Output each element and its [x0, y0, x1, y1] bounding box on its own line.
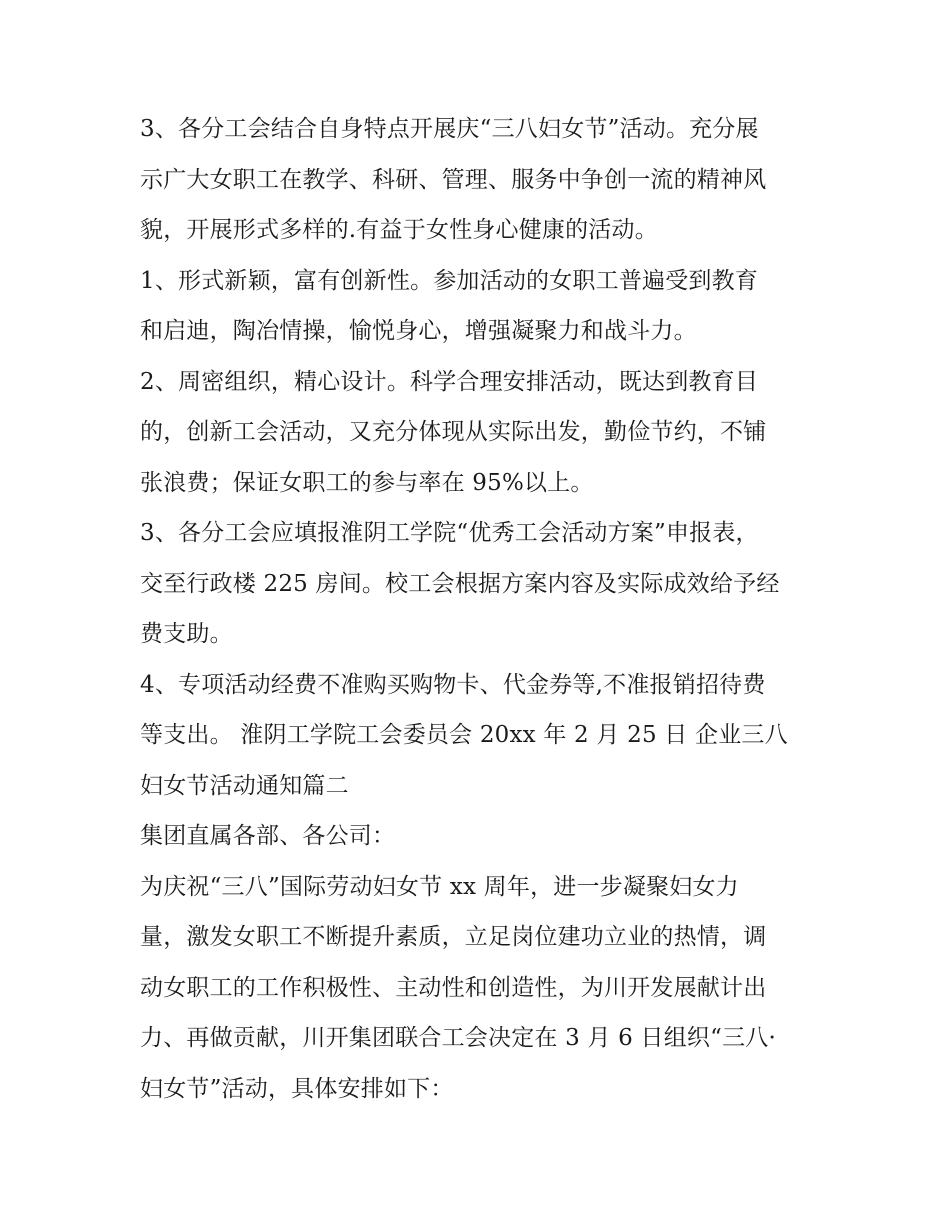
text-line: 示广大女职工在教学、科研、管理、服务中争创一流的精神风	[140, 166, 767, 193]
text-line: 交至行政楼 225 房间。校工会根据方案内容及实际成效给予经	[140, 570, 780, 597]
text-line: 的，创新工会活动，又充分体现从实际出发，勤俭节约，不铺	[140, 419, 767, 445]
text-line: 和启迪，陶冶情操，愉悦身心，增强凝聚力和战斗力。	[140, 318, 697, 344]
text-line: 量，激发女职工不断提升素质，立足岗位建功立业的热情，调	[140, 924, 767, 950]
text-line: 动女职工的工作积极性、主动性和创造性，为川开发展献计出	[140, 974, 767, 1001]
text-line: 张浪费；保证女职工的参与率在 95%以上。	[140, 469, 594, 496]
text-line: 3、各分工会结合自身特点开展庆“三八妇女节”活动。充分展	[140, 116, 759, 142]
document-body	[140, 104, 820, 1114]
text-line: 貌，开展形式多样的.有益于女性身心健康的活动。	[140, 217, 658, 243]
text-line: 等支出。 淮阴工学院工会委员会 20xx 年 2 月 25 日 企业三八	[140, 722, 788, 748]
text-line: 4、专项活动经费不准购买购物卡、代金券等,不准报销招待费	[140, 671, 766, 698]
text-line: 妇女节”活动，具体安排如下：	[140, 1075, 454, 1102]
text-line: 1、形式新颖，富有创新性。参加活动的女职工普遍受到教育	[140, 267, 759, 294]
text-line: 妇女节活动通知篇二	[140, 772, 349, 799]
text-line: 费支助。	[140, 621, 233, 647]
text-line: 集团直属各部、各公司：	[140, 823, 396, 849]
text-line: 2、周密组织，精心设计。科学合理安排活动，既达到教育目	[140, 368, 759, 395]
text-line: 3、各分工会应填报淮阴工学院“优秀工会活动方案”申报表，	[140, 520, 759, 546]
text-line: 为庆祝“三八”国际劳动妇女节 xx 周年，进一步凝聚妇女力	[140, 873, 739, 900]
text-line: 力、再做贡献，川开集团联合工会决定在 3 月 6 日组织“三八·	[140, 1025, 776, 1051]
